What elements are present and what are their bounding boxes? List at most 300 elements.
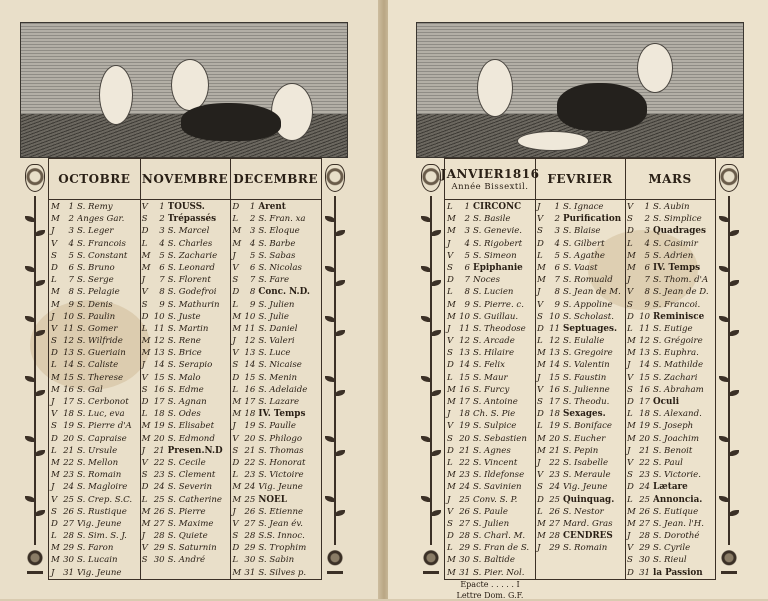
day-row: [625, 274, 715, 286]
month-name: FEVRIER: [547, 172, 613, 186]
saint-name: S. Savinien: [473, 482, 522, 493]
saint-name: Mard. Gras: [563, 518, 613, 529]
weekday-letter: V: [232, 262, 239, 273]
urn-ornament: [423, 549, 439, 574]
day-number: 8: [159, 287, 165, 298]
weekday-letter: V: [141, 287, 148, 298]
weekday-letter: M: [627, 518, 636, 529]
day-number: 6: [554, 262, 560, 273]
weekday-letter: V: [51, 323, 58, 334]
weekday-letter: L: [627, 494, 633, 505]
day-row: [445, 238, 535, 250]
saint-name: Vig. Jeune: [77, 567, 122, 578]
weekday-letter: S: [537, 311, 543, 322]
saint-name: S. Thomas: [258, 445, 304, 456]
weekday-letter: L: [627, 238, 633, 249]
weekday-letter: D: [51, 433, 58, 444]
day-row: [140, 213, 231, 225]
day-number: 8: [249, 287, 256, 298]
weekday-letter: J: [627, 445, 631, 456]
weekday-letter: L: [447, 543, 453, 554]
day-number: 15: [459, 372, 470, 383]
weekday-letter: D: [51, 262, 58, 273]
day-number: 15: [639, 372, 650, 383]
saint-name: S. Odes: [167, 409, 201, 420]
saint-name: S. Edmond: [167, 433, 215, 444]
day-row: [49, 274, 140, 286]
saint-name: S. Gomer: [77, 323, 118, 334]
saint-name: S. Trophim: [258, 543, 307, 554]
saint-name: S. Mathilde: [653, 360, 704, 371]
saint-name: S. Bruno: [77, 262, 115, 273]
saint-name: S. Lucain: [77, 555, 118, 566]
weekday-letter: V: [51, 238, 58, 249]
urn-ornament: [721, 549, 737, 574]
day-row: [230, 542, 321, 554]
saint-name: S. Zachari: [653, 372, 698, 383]
day-row: [49, 396, 140, 408]
day-row: [445, 518, 535, 530]
saint-name: S. Philogo: [258, 433, 303, 444]
day-row: [230, 238, 321, 250]
day-row: [445, 469, 535, 481]
saint-name: S. Clement: [167, 470, 216, 481]
weekday-letter: S: [447, 518, 453, 529]
day-row: [49, 494, 140, 506]
weekday-letter: M: [627, 433, 636, 444]
day-row: [49, 213, 140, 225]
saint-name: S. Adrien: [653, 250, 694, 261]
weekday-letter: V: [232, 433, 239, 444]
day-number: 22: [459, 457, 470, 468]
day-row: [140, 542, 231, 554]
day-number: 3: [644, 226, 650, 237]
day-row: [49, 408, 140, 420]
cherub-figure: [477, 59, 513, 117]
weekday-letter: L: [537, 250, 543, 261]
day-row: [445, 433, 535, 445]
weekday-letter: J: [447, 409, 451, 420]
saint-name: Oculi: [653, 397, 680, 407]
day-number: 27: [549, 518, 560, 529]
day-row: [625, 457, 715, 469]
saint-name: S. Rene: [167, 336, 201, 347]
weekday-letter: M: [141, 518, 151, 529]
day-number: 13: [244, 348, 256, 359]
saint-name: S. Benoit: [653, 445, 693, 456]
day-number: 1: [464, 202, 470, 212]
saint-name: S. Scholast.: [563, 311, 614, 322]
saint-name: S. Romuald: [563, 275, 613, 286]
weekday-letter: V: [141, 457, 148, 468]
day-row: [140, 250, 231, 262]
day-number: 23: [153, 470, 165, 481]
saint-name: S. Jean de D.: [653, 287, 709, 298]
day-row: [535, 335, 625, 347]
day-number: 8: [68, 287, 74, 298]
saint-name: S. Paulle: [258, 421, 297, 432]
day-row: [49, 201, 140, 213]
saint-name: S. Adelaide: [258, 384, 308, 395]
saint-name: S. Daniel: [258, 323, 298, 334]
day-number: 21: [459, 445, 470, 456]
month-column: [230, 159, 321, 579]
day-row: [49, 323, 140, 335]
weekday-letter: V: [51, 409, 58, 420]
day-row: [140, 481, 231, 493]
day-row: [140, 201, 231, 213]
day-row: [535, 238, 625, 250]
saint-name: Epiphanie: [473, 262, 523, 273]
day-row: [535, 433, 625, 445]
day-number: 23: [639, 470, 650, 481]
weekday-letter: L: [51, 360, 57, 371]
day-row: [625, 445, 715, 457]
weekday-letter: D: [232, 372, 240, 383]
day-number: 10: [639, 311, 650, 322]
weekday-letter: L: [232, 555, 239, 566]
month-name: NOVEMBRE: [141, 172, 229, 186]
saint-name: S. Mellon: [77, 457, 119, 468]
saint-name: S.S. Innoc.: [258, 531, 305, 542]
day-row: [445, 408, 535, 420]
saint-name: S. Honorat: [258, 457, 306, 468]
saint-name: S. Boniface: [563, 421, 613, 432]
weekday-letter: V: [627, 372, 634, 383]
weekday-letter: L: [447, 372, 453, 383]
day-row: [49, 311, 140, 323]
day-row: [445, 420, 535, 432]
day-row: [230, 518, 321, 530]
weekday-letter: V: [232, 348, 239, 359]
day-row: [625, 408, 715, 420]
saint-name: S. Thom. d'A: [653, 275, 709, 286]
day-number: 8: [554, 287, 560, 298]
day-row: [625, 494, 715, 506]
month-title: [535, 159, 625, 200]
day-number: 4: [249, 238, 256, 249]
saint-name: S. Valentin: [563, 360, 610, 371]
saint-name: S. Paule: [473, 506, 508, 517]
saint-name: S. Menin: [258, 372, 298, 383]
day-number: 4: [554, 238, 560, 249]
day-row: [140, 420, 231, 432]
day-row: [230, 384, 321, 396]
left-ornament-border: [418, 158, 444, 578]
weekday-letter: S: [537, 397, 543, 407]
saint-name: S. Gregoire: [563, 348, 613, 359]
saint-name: Purification: [563, 214, 622, 225]
weekday-letter: S: [141, 470, 148, 481]
day-number: 29: [153, 543, 165, 554]
engraving-cherubs-with-bear: [416, 22, 744, 158]
day-row: [230, 457, 321, 469]
saint-name: S. Guillau.: [473, 311, 519, 322]
saint-name: S. Sabin: [258, 555, 295, 566]
saint-name: S. Luc, eva: [77, 409, 125, 420]
day-number: 12: [244, 336, 256, 347]
right-ornament-border: [322, 158, 348, 578]
day-row: [625, 201, 715, 213]
day-row: [230, 567, 321, 579]
saint-name: S. Etienne: [258, 506, 304, 517]
saint-name: S. Theodose: [473, 323, 526, 334]
weekday-letter: V: [232, 518, 239, 529]
left-page: [0, 0, 380, 599]
weekday-letter: M: [537, 275, 546, 286]
saint-name: S. Simplice: [653, 214, 702, 225]
day-number: 5: [554, 250, 560, 261]
weekday-letter: M: [537, 348, 546, 359]
weekday-letter: M: [232, 397, 242, 407]
cherub-figure: [517, 131, 589, 151]
day-row: [49, 554, 140, 566]
day-number: 19: [244, 421, 256, 432]
weekday-letter: M: [51, 202, 60, 212]
day-row: [535, 408, 625, 420]
saint-name: S. Gueriain: [77, 348, 126, 359]
day-row: [230, 396, 321, 408]
day-number: 9: [68, 299, 74, 310]
day-number: 3: [68, 226, 74, 237]
saint-name: S. Caliste: [77, 360, 119, 371]
day-number: 3: [249, 226, 256, 237]
weekday-letter: L: [627, 323, 633, 334]
day-number: 18: [63, 409, 74, 420]
saint-name: S. Antoine: [473, 397, 518, 407]
weekday-letter: L: [447, 457, 453, 468]
weekday-letter: J: [51, 311, 55, 322]
saint-name: S. Vincent: [473, 457, 518, 468]
weekday-letter: S: [232, 360, 239, 371]
day-row: [140, 506, 231, 518]
day-number: 17: [153, 397, 165, 407]
weekday-letter: M: [447, 214, 456, 225]
day-row: [445, 250, 535, 262]
day-number: 14: [63, 360, 74, 371]
day-number: 1: [644, 202, 650, 212]
day-row: [140, 445, 231, 457]
weekday-letter: D: [141, 311, 149, 322]
weekday-letter: J: [537, 287, 541, 298]
day-row: [445, 445, 535, 457]
left-calendar-grid: [48, 158, 322, 580]
saint-name: IV. Temps: [258, 409, 306, 420]
saint-name: S. Eutige: [653, 323, 693, 334]
day-number: 25: [63, 494, 74, 505]
saint-name: S. Nestor: [563, 506, 604, 517]
day-number: 12: [549, 336, 560, 347]
day-number: 31: [63, 567, 74, 578]
day-row: [49, 542, 140, 554]
saint-name: S. Maxime: [167, 518, 214, 529]
right-ornament-border: [716, 158, 742, 578]
saint-name: S. Julienne: [563, 384, 610, 395]
urn-ornament: [27, 549, 43, 574]
day-number: 4: [68, 238, 74, 249]
day-row: [230, 469, 321, 481]
day-row: [140, 554, 231, 566]
weekday-letter: J: [627, 360, 631, 371]
day-row: [230, 286, 321, 298]
saint-name: Ch. S. Pie: [473, 409, 516, 420]
saint-name: S. Agathe: [563, 250, 605, 261]
month-column: [440, 159, 540, 600]
day-row: [625, 335, 715, 347]
weekday-letter: S: [51, 250, 57, 261]
month-name: MARS: [648, 172, 692, 186]
weekday-letter: M: [627, 506, 636, 517]
weekday-letter: S: [141, 299, 148, 310]
day-number: 28: [153, 531, 165, 542]
day-row: [140, 286, 231, 298]
saint-name: S. Capraise: [77, 433, 127, 444]
day-number: 6: [249, 262, 256, 273]
day-number: 24: [153, 482, 165, 493]
day-row: [445, 530, 535, 542]
day-row: [535, 481, 625, 493]
day-number: 2: [464, 214, 470, 225]
day-number: 1: [159, 202, 165, 212]
saint-name: S. Jean de M.: [563, 287, 621, 298]
day-row: [625, 506, 715, 518]
urn-ornament: [327, 549, 343, 574]
day-number: 22: [153, 457, 165, 468]
weekday-letter: L: [447, 287, 453, 298]
weekday-letter: S: [51, 421, 57, 432]
day-row: [535, 323, 625, 335]
day-row: [445, 335, 535, 347]
saint-name: S. Faustin: [563, 372, 607, 383]
day-number: 15: [244, 372, 256, 383]
day-row: [49, 433, 140, 445]
day-number: 7: [464, 275, 470, 286]
weekday-letter: D: [447, 445, 454, 456]
weekday-letter: V: [51, 494, 58, 505]
saint-name: S. Aubin: [653, 202, 690, 212]
day-number: 24: [639, 482, 650, 493]
month-name: DECEMBRE: [233, 172, 319, 186]
day-row: [535, 286, 625, 298]
day-number: 27: [153, 518, 165, 529]
weekday-letter: D: [232, 202, 240, 212]
day-row: [625, 250, 715, 262]
day-number: 29: [459, 543, 470, 554]
day-number: 13: [153, 348, 165, 359]
day-number: 13: [63, 348, 74, 359]
saint-name: S. Gal: [77, 384, 103, 395]
day-number: 2: [644, 214, 650, 225]
weekday-letter: L: [232, 214, 239, 225]
weekday-letter: J: [537, 543, 541, 554]
day-number: 21: [63, 445, 74, 456]
day-number: 23: [63, 470, 74, 481]
day-number: 9: [554, 299, 560, 310]
day-number: 8: [464, 287, 470, 298]
saint-name: S. Agnan: [167, 397, 207, 407]
day-row: [49, 299, 140, 311]
day-number: 9: [464, 299, 470, 310]
weekday-letter: M: [627, 250, 636, 261]
saint-name: S. Marcel: [167, 226, 210, 237]
weekday-letter: L: [232, 384, 239, 395]
day-row: [49, 250, 140, 262]
day-row: [535, 420, 625, 432]
day-row: [49, 262, 140, 274]
saint-name: S. Wilfride: [77, 336, 123, 347]
day-row: [230, 372, 321, 384]
weekday-letter: M: [51, 384, 60, 395]
day-number: 29: [63, 543, 74, 554]
weekday-letter: M: [51, 457, 60, 468]
saint-name: S. Faron: [77, 543, 114, 554]
saint-name: S. Romain: [563, 543, 608, 554]
weekday-letter: J: [51, 226, 55, 237]
day-row: [140, 335, 231, 347]
day-number: 23: [549, 470, 560, 481]
saint-name: S. Jean év.: [258, 518, 303, 529]
day-row: [625, 225, 715, 237]
day-number: 12: [63, 336, 74, 347]
day-row: [230, 311, 321, 323]
saint-name: S. Meraule: [563, 470, 611, 481]
weekday-letter: M: [537, 360, 546, 371]
day-number: 26: [244, 506, 256, 517]
day-row: [625, 518, 715, 530]
day-row: [445, 201, 535, 213]
saint-name: S. Florent: [167, 275, 211, 286]
saint-name: S. Appoline: [563, 299, 613, 310]
day-row: [445, 225, 535, 237]
day-row: [230, 213, 321, 225]
day-number: 28: [549, 531, 560, 542]
weekday-letter: M: [141, 262, 151, 273]
weekday-letter: M: [447, 397, 456, 407]
day-row: [625, 359, 715, 371]
day-row: [140, 494, 231, 506]
day-number: 6: [68, 262, 74, 273]
saint-name: S. Gilbert: [563, 238, 605, 249]
saint-name: S. Charles: [167, 238, 213, 249]
day-row: [230, 481, 321, 493]
weekday-letter: L: [141, 323, 148, 334]
day-number: 28: [639, 531, 650, 542]
saint-name: S. Francoi.: [653, 299, 701, 310]
weekday-letter: J: [537, 372, 541, 383]
saint-name: S. Leger: [77, 226, 114, 237]
day-row: [625, 469, 715, 481]
weekday-letter: L: [537, 506, 543, 517]
saint-name: S. Pelagie: [77, 287, 120, 298]
weekday-letter: J: [141, 275, 146, 286]
weekday-letter: S: [627, 384, 633, 395]
day-number: 29: [639, 543, 650, 554]
weekday-letter: M: [447, 555, 456, 566]
day-number: 4: [644, 238, 650, 249]
day-number: 30: [639, 555, 650, 566]
saint-name: S. Isabelle: [563, 457, 609, 468]
day-number: 9: [159, 299, 165, 310]
left-ornament-border: [22, 158, 48, 578]
day-row: [140, 433, 231, 445]
day-row: [230, 408, 321, 420]
weekday-letter: J: [141, 531, 146, 542]
saint-name: Conc. N.D.: [258, 287, 310, 298]
day-number: 5: [249, 250, 256, 261]
day-number: 10: [153, 311, 165, 322]
day-number: 24: [63, 482, 74, 493]
saint-name: S. Leonard: [167, 262, 215, 273]
